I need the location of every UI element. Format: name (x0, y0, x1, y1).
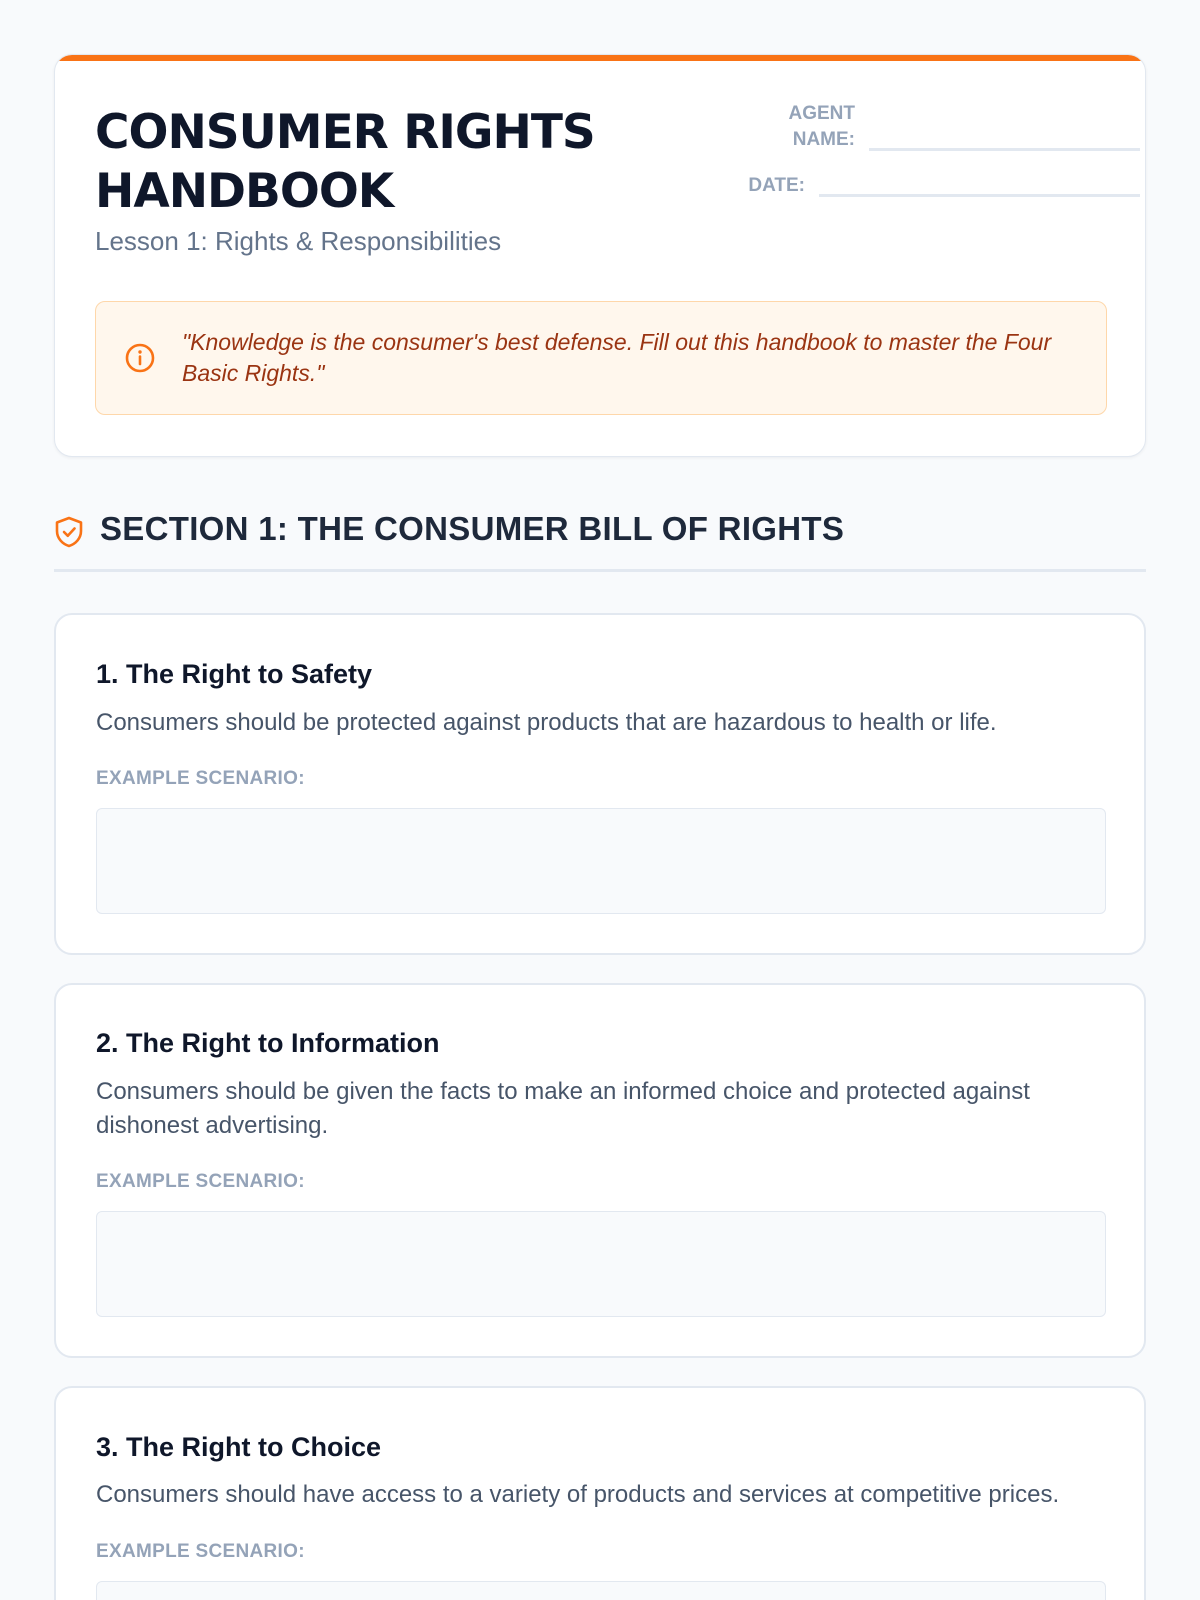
right-description: Consumers should have access to a variety of products and services at competitive prices. (96, 1481, 1060, 1508)
date-label: DATE: (748, 175, 805, 196)
agent-name-label: AGENT NAME: (788, 103, 855, 150)
quote-notice (95, 301, 1107, 415)
scenario-input[interactable] (96, 1581, 1106, 1600)
right-description: Consumers should be protected against products that are hazardous to health or life. (96, 709, 997, 736)
right-card-choice (54, 1386, 1146, 1600)
scenario-input[interactable] (96, 1211, 1106, 1317)
section-1-heading (54, 510, 1146, 572)
right-title: 3. The Right to Choice (96, 1432, 382, 1462)
title-line-1: CONSUMER RIGHTS (95, 105, 595, 160)
scenario-input[interactable] (96, 808, 1106, 914)
lesson-subtitle: Lesson 1: Rights & Responsibilities (95, 226, 502, 256)
scenario-label: EXAMPLE SCENARIO: (96, 1171, 305, 1192)
agent-name-input[interactable] (869, 148, 1140, 151)
right-card-information (54, 983, 1146, 1358)
info-circle-icon (124, 342, 156, 374)
right-title: 2. The Right to Information (96, 1028, 440, 1058)
right-description: Consumers should be given the facts to make an informed choice and protected against dishonest advertising. (96, 1078, 1030, 1139)
scenario-label: EXAMPLE SCENARIO: (96, 1541, 305, 1562)
page-title (95, 103, 695, 221)
quote-text: "Knowledge is the consumer's best defense. Fill out this handbook to master the Four Basic Rights." (182, 329, 1052, 386)
right-card-safety (54, 613, 1146, 955)
date-input[interactable] (819, 194, 1140, 197)
shield-check-icon (54, 516, 84, 548)
agent-name-field (755, 101, 1140, 153)
date-field (705, 173, 1140, 199)
right-title: 1. The Right to Safety (96, 659, 373, 689)
section-1-title: SECTION 1: THE CONSUMER BILL OF RIGHTS (100, 510, 845, 547)
title-line-2: HANDBOOK (95, 164, 394, 219)
scenario-label: EXAMPLE SCENARIO: (96, 768, 305, 789)
header-card (54, 54, 1146, 457)
